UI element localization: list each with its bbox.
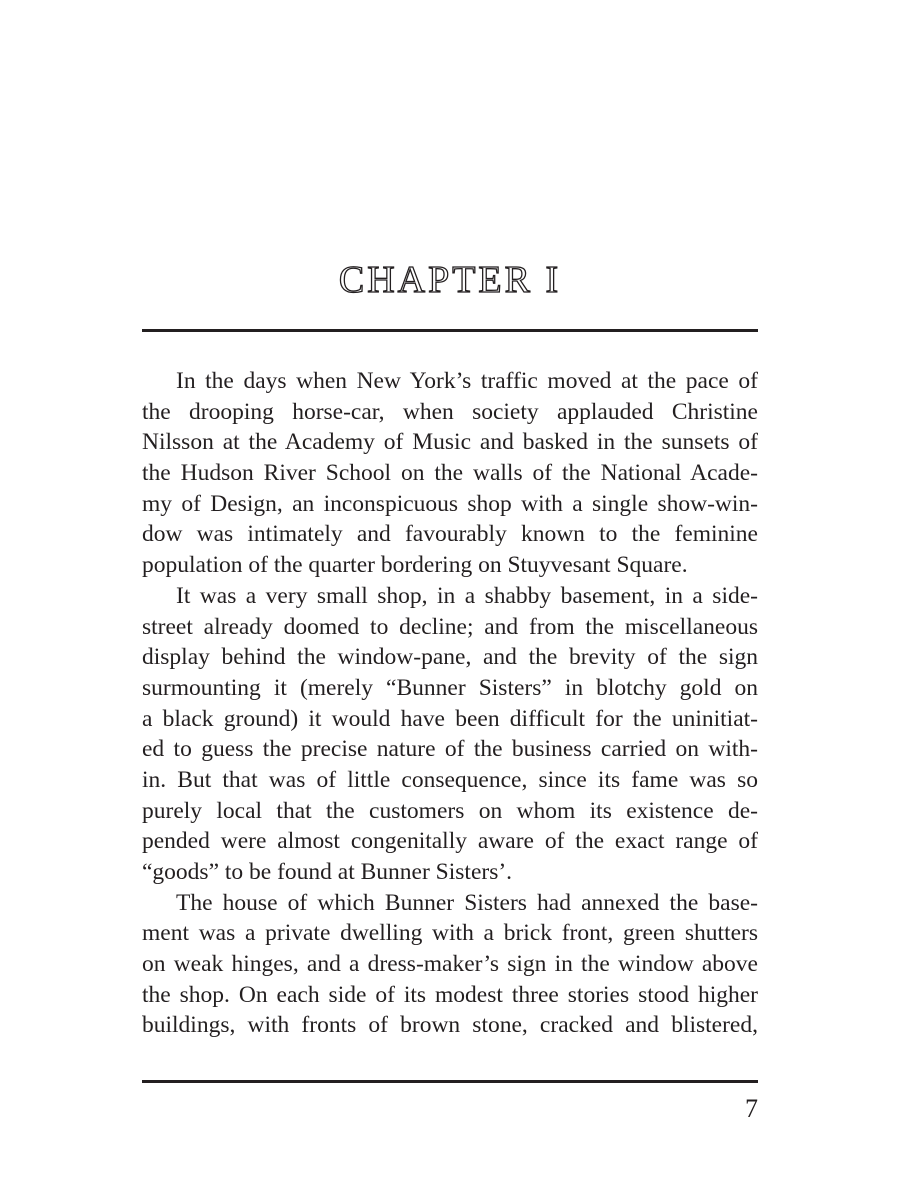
text-line: It was a very small shop, in a shabby basement, in a side- — [176, 582, 758, 609]
top-rule — [142, 329, 758, 332]
text-line: a black ground) it would have been difficult for the uninitiat- — [142, 705, 758, 732]
text-line: my of Design, an inconspicuous shop with a single show-win- — [142, 490, 758, 517]
text-line: dow was intimately and favourably known to the feminine — [142, 521, 758, 548]
text-line: pended were almost congenitally aware of the exact range of — [142, 828, 758, 855]
text-line: the shop. On each side of its modest three stories stood higher — [142, 981, 758, 1008]
text-line: “goods” to be found at Bunner Sisters’. — [142, 859, 513, 885]
text-line: population of the quarter bordering on Stuyvesant Square. — [142, 552, 688, 579]
page-number: 7 — [745, 1094, 758, 1123]
body-text — [142, 366, 758, 1041]
text-line: ment was a private dwelling with a brick front, green shutters — [142, 920, 758, 947]
text-line: in. But that was of little consequence, since its fame was so — [142, 766, 758, 793]
paragraph — [142, 888, 758, 1041]
paragraph — [142, 581, 758, 888]
text-line: surmounting it (merely “Bunner Sisters” in blotchy gold on — [142, 674, 758, 701]
bottom-rule — [142, 1080, 758, 1083]
text-line: the drooping horse-car, when society applauded Christine — [142, 398, 758, 425]
text-line: the Hudson River School on the walls of the National Acade- — [142, 460, 758, 487]
text-line: display behind the window-pane, and the brevity of the sign — [142, 644, 758, 671]
text-line: buildings, with fronts of brown stone, cracked and blistered, — [142, 1012, 758, 1039]
text-line: purely local that the customers on whom its existence de- — [142, 797, 758, 824]
text-line: Nilsson at the Academy of Music and basked in the sunsets of — [142, 429, 758, 456]
text-line: ed to guess the precise nature of the business carried on with- — [142, 736, 758, 763]
paragraph — [142, 366, 758, 581]
text-line: In the days when New York’s traffic moved at the pace of — [176, 368, 758, 394]
text-line: street already doomed to decline; and from the miscellaneous — [142, 613, 758, 640]
chapter-title: CHAPTER I — [338, 259, 562, 301]
text-line: The house of which Bunner Sisters had annexed the base- — [176, 889, 758, 916]
text-line: on weak hinges, and a dress-maker’s sign in the window above — [142, 951, 758, 978]
